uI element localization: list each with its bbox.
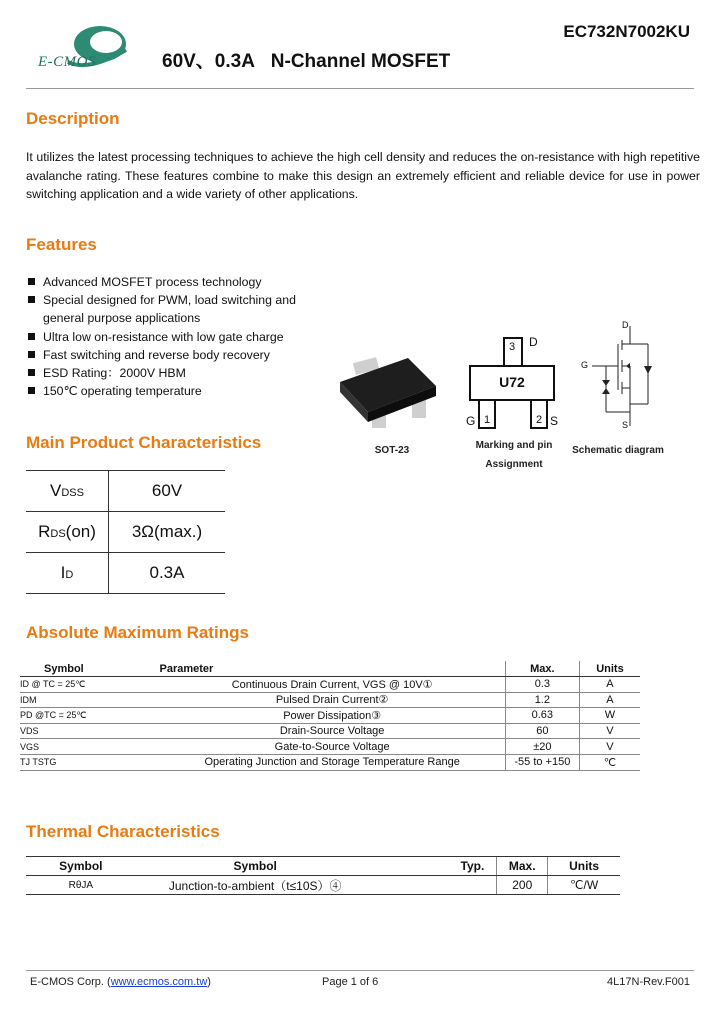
table-cell: VDSS xyxy=(26,471,109,512)
col-units: Units xyxy=(548,857,620,876)
table-row xyxy=(26,876,620,895)
pin-g-label: G xyxy=(466,414,476,428)
main-characteristics-heading: Main Product Characteristics xyxy=(26,433,262,452)
table-cell: 1.2 xyxy=(505,692,579,708)
mosfet-schematic-symbol xyxy=(584,322,668,432)
col-symbol: Symbol xyxy=(20,661,160,677)
feature-item: Ultra low on-resistance with low gate charge xyxy=(26,328,326,346)
table-row xyxy=(26,553,225,594)
table-cell: 0.3A xyxy=(109,553,226,594)
table-row xyxy=(20,754,640,770)
marking-caption-2: Assignment xyxy=(485,459,543,470)
schematic-g-label: G xyxy=(581,360,589,370)
table-cell: VDS xyxy=(20,723,160,739)
col-parameter: Parameter xyxy=(160,661,506,677)
pin-d-label: D xyxy=(529,335,538,349)
col-parameter: Symbol xyxy=(136,857,375,876)
thermal-heading: Thermal Characteristics xyxy=(26,822,220,841)
table-cell: A xyxy=(579,692,640,708)
bullet-square-icon xyxy=(28,278,35,285)
table-cell: 0.3 xyxy=(505,677,579,693)
table-row xyxy=(20,723,640,739)
description-heading: Description xyxy=(26,109,120,128)
table-cell: V xyxy=(579,723,640,739)
pin3-number: 3 xyxy=(509,341,516,353)
table-cell: ID xyxy=(26,553,109,594)
table-cell: ℃ xyxy=(579,754,640,770)
col-max: Max. xyxy=(497,857,548,876)
table-row xyxy=(26,512,225,553)
table-row xyxy=(20,692,640,708)
pin-s-label: S xyxy=(550,414,559,428)
features-list xyxy=(26,273,326,400)
footer-divider xyxy=(26,970,694,971)
table-cell: RθJA xyxy=(26,876,136,895)
schematic-caption: Schematic diagram xyxy=(572,445,664,456)
absolute-max-heading: Absolute Maximum Ratings xyxy=(26,623,249,642)
part-number: EC732N7002KU xyxy=(563,22,690,41)
table-cell: ID @ TC = 25℃ xyxy=(20,677,160,693)
table-cell: A xyxy=(579,677,640,693)
table-cell: ±20 xyxy=(505,739,579,755)
table-cell: W xyxy=(579,708,640,724)
table-header-row xyxy=(26,857,620,876)
feature-item: Fast switching and reverse body recovery xyxy=(26,346,326,364)
bullet-square-icon xyxy=(28,351,35,358)
feature-item: 150℃ operating temperature xyxy=(26,382,326,400)
feature-item: ESD Rating：2000V HBM xyxy=(26,364,326,382)
col-units: Units xyxy=(579,661,640,677)
main-characteristics-table xyxy=(26,470,225,594)
table-cell: Gate-to-Source Voltage xyxy=(160,739,506,755)
table-cell: V xyxy=(579,739,640,755)
feature-item: Special designed for PWM, load switching and general purpose applications xyxy=(26,291,326,327)
table-cell: Junction-to-ambient（t≤10S）④ xyxy=(136,876,375,895)
sot23-package-image xyxy=(332,340,447,440)
company-logo-text: E-CMOS xyxy=(38,54,96,70)
table-row xyxy=(20,708,640,724)
table-cell: VGS xyxy=(20,739,160,755)
bullet-square-icon xyxy=(28,387,35,394)
table-cell: Drain-Source Voltage xyxy=(160,723,506,739)
footer-company: E-CMOS Corp. (www.ecmos.com.tw) xyxy=(30,976,211,988)
features-heading: Features xyxy=(26,235,97,254)
absolute-max-table xyxy=(20,661,640,771)
marking-code: U72 xyxy=(499,374,525,390)
schematic-s-label: S xyxy=(622,420,629,430)
header-divider xyxy=(26,88,694,89)
table-cell: 0.63 xyxy=(505,708,579,724)
table-cell: Pulsed Drain Current② xyxy=(160,692,506,708)
company-website-link[interactable]: www.ecmos.com.tw xyxy=(110,976,208,988)
table-cell xyxy=(375,876,497,895)
page-title: 60V、0.3A N-Channel MOSFET xyxy=(162,51,451,72)
footer-page-number: Page 1 of 6 xyxy=(322,976,379,988)
table-cell: RDS(on) xyxy=(26,512,109,553)
col-symbol: Symbol xyxy=(26,857,136,876)
table-row xyxy=(20,677,640,693)
table-cell: Continuous Drain Current, VGS @ 10V① xyxy=(160,677,506,693)
table-cell: Power Dissipation③ xyxy=(160,708,506,724)
bullet-square-icon xyxy=(28,369,35,376)
table-header-row xyxy=(20,661,640,677)
pin2-number: 2 xyxy=(536,414,543,426)
table-cell: PD @TC = 25℃ xyxy=(20,708,160,724)
bullet-square-icon xyxy=(28,333,35,340)
table-cell: -55 to +150 xyxy=(505,754,579,770)
bullet-square-icon xyxy=(28,296,35,303)
feature-item: Advanced MOSFET process technology xyxy=(26,273,326,291)
marking-caption-1: Marking and pin xyxy=(475,440,553,451)
package-caption: SOT-23 xyxy=(374,445,410,456)
table-row xyxy=(26,471,225,512)
description-text: It utilizes the latest processing techniques to achieve the high cell density and reduces the on-resistance with high repetitive avalanche rating. These features combine to make this design an extremely efficient and reliable device for use in power switching application and a wide variety of other applications. xyxy=(26,150,700,201)
table-cell: 3Ω(max.) xyxy=(109,512,226,553)
table-cell: 60 xyxy=(505,723,579,739)
table-cell: Operating Junction and Storage Temperature Range xyxy=(160,754,506,770)
table-cell: 200 xyxy=(497,876,548,895)
footer-revision: 4L17N-Rev.F001 xyxy=(607,976,690,988)
col-max: Max. xyxy=(505,661,579,677)
table-cell: IDM xyxy=(20,692,160,708)
company-logo-swirl xyxy=(28,20,138,80)
table-row xyxy=(20,739,640,755)
thermal-table xyxy=(26,856,620,895)
table-cell: TJ TSTG xyxy=(20,754,160,770)
table-cell: ℃/W xyxy=(548,876,620,895)
schematic-d-label: D xyxy=(622,320,629,330)
col-typ: Typ. xyxy=(375,857,497,876)
pin1-number: 1 xyxy=(484,414,491,426)
table-cell: 60V xyxy=(109,471,226,512)
